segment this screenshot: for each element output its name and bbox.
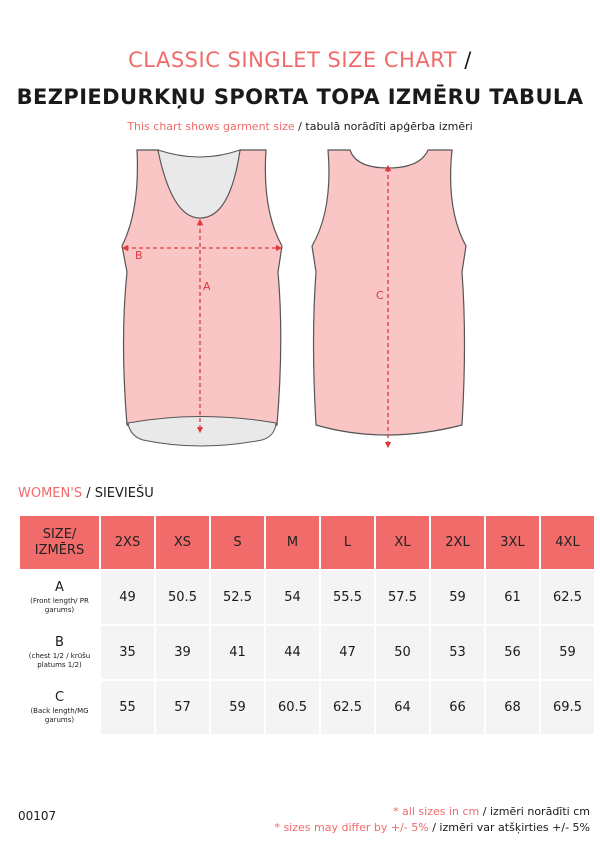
size-header-cell: M [266,516,319,569]
row-label-desc: (chest 1/2 / krūšu platums 1/2) [28,651,91,669]
table-row [20,681,594,734]
title-en-text: CLASSIC SINGLET SIZE CHART [128,48,458,72]
section-heading [18,486,154,501]
footnotes [274,804,590,836]
footnote-units [274,804,590,820]
section-en: WOMEN'S [18,486,83,501]
table-cell: 49 [101,571,154,624]
table-cell: 62.5 [321,681,374,734]
row-label-desc: (Front length/ PR garums) [30,596,89,614]
table-header-row [20,516,594,569]
size-header-cell: 4XL [541,516,594,569]
table-cell: 52.5 [211,571,264,624]
table-cell: 59 [431,571,484,624]
table-cell: 55.5 [321,571,374,624]
table-cell: 54 [266,571,319,624]
table-cell: 68 [486,681,539,734]
subtitle-en: This chart shows garment size [127,120,295,133]
label-b: B [135,249,143,262]
table-cell: 69.5 [541,681,594,734]
table-cell: 50 [376,626,429,679]
table-cell: 56 [486,626,539,679]
table-cell: 50.5 [156,571,209,624]
table-cell: 47 [321,626,374,679]
back-singlet-figure [312,150,466,445]
label-a: A [203,280,211,293]
title-separator: / [457,48,472,72]
size-header-cell: 3XL [486,516,539,569]
table-cell: 39 [156,626,209,679]
table-cell: 35 [101,626,154,679]
row-label [20,571,99,624]
table-row [20,626,594,679]
table-row [20,571,594,624]
table-cell: 64 [376,681,429,734]
size-header-cell: XL [376,516,429,569]
row-label-desc: (Back length/MG garums) [30,706,89,724]
product-code: 00107 [18,809,57,823]
section-lv: / SIEVIEŠU [82,486,154,501]
chart-title-en [0,48,600,72]
table-cell: 53 [431,626,484,679]
footnote-units-lv: / izmēri norādīti cm [479,805,590,818]
size-header-cell: 2XS [101,516,154,569]
row-label [20,681,99,734]
footnote-tolerance-en: * sizes may differ by +/- 5% [274,821,429,834]
table-cell: 59 [541,626,594,679]
subtitle [0,120,600,133]
table-cell: 59 [211,681,264,734]
label-c: C [376,289,384,302]
row-label [20,626,99,679]
table-cell: 57.5 [376,571,429,624]
garment-illustrations [0,140,600,460]
row-label-letter: C [54,689,65,705]
table-cell: 60.5 [266,681,319,734]
table-cell: 41 [211,626,264,679]
row-label-letter: A [55,579,64,595]
table-cell: 57 [156,681,209,734]
table-cell: 66 [431,681,484,734]
size-header-cell: XS [156,516,209,569]
size-header-cell: L [321,516,374,569]
footnote-units-en: * all sizes in cm [393,805,480,818]
row-label-letter: B [55,634,64,650]
size-header-cell: S [211,516,264,569]
footnote-tolerance-lv: / izmēri var atšķirties +/- 5% [428,821,590,834]
chart-title-lv: BEZPIEDURKŅU SPORTA TOPA IZMĒRU TABULA [16,85,584,109]
table-cell: 62.5 [541,571,594,624]
front-singlet-figure [122,150,282,446]
table-cell: 55 [101,681,154,734]
size-header-cell: 2XL [431,516,484,569]
footnote-tolerance [274,820,590,836]
subtitle-lv: / tabulā norādīti apģērba izmēri [294,120,473,133]
table-cell: 61 [486,571,539,624]
table-cell: 44 [266,626,319,679]
size-table [18,514,596,736]
size-header-label: SIZE/ IZMĒRS [20,516,99,569]
